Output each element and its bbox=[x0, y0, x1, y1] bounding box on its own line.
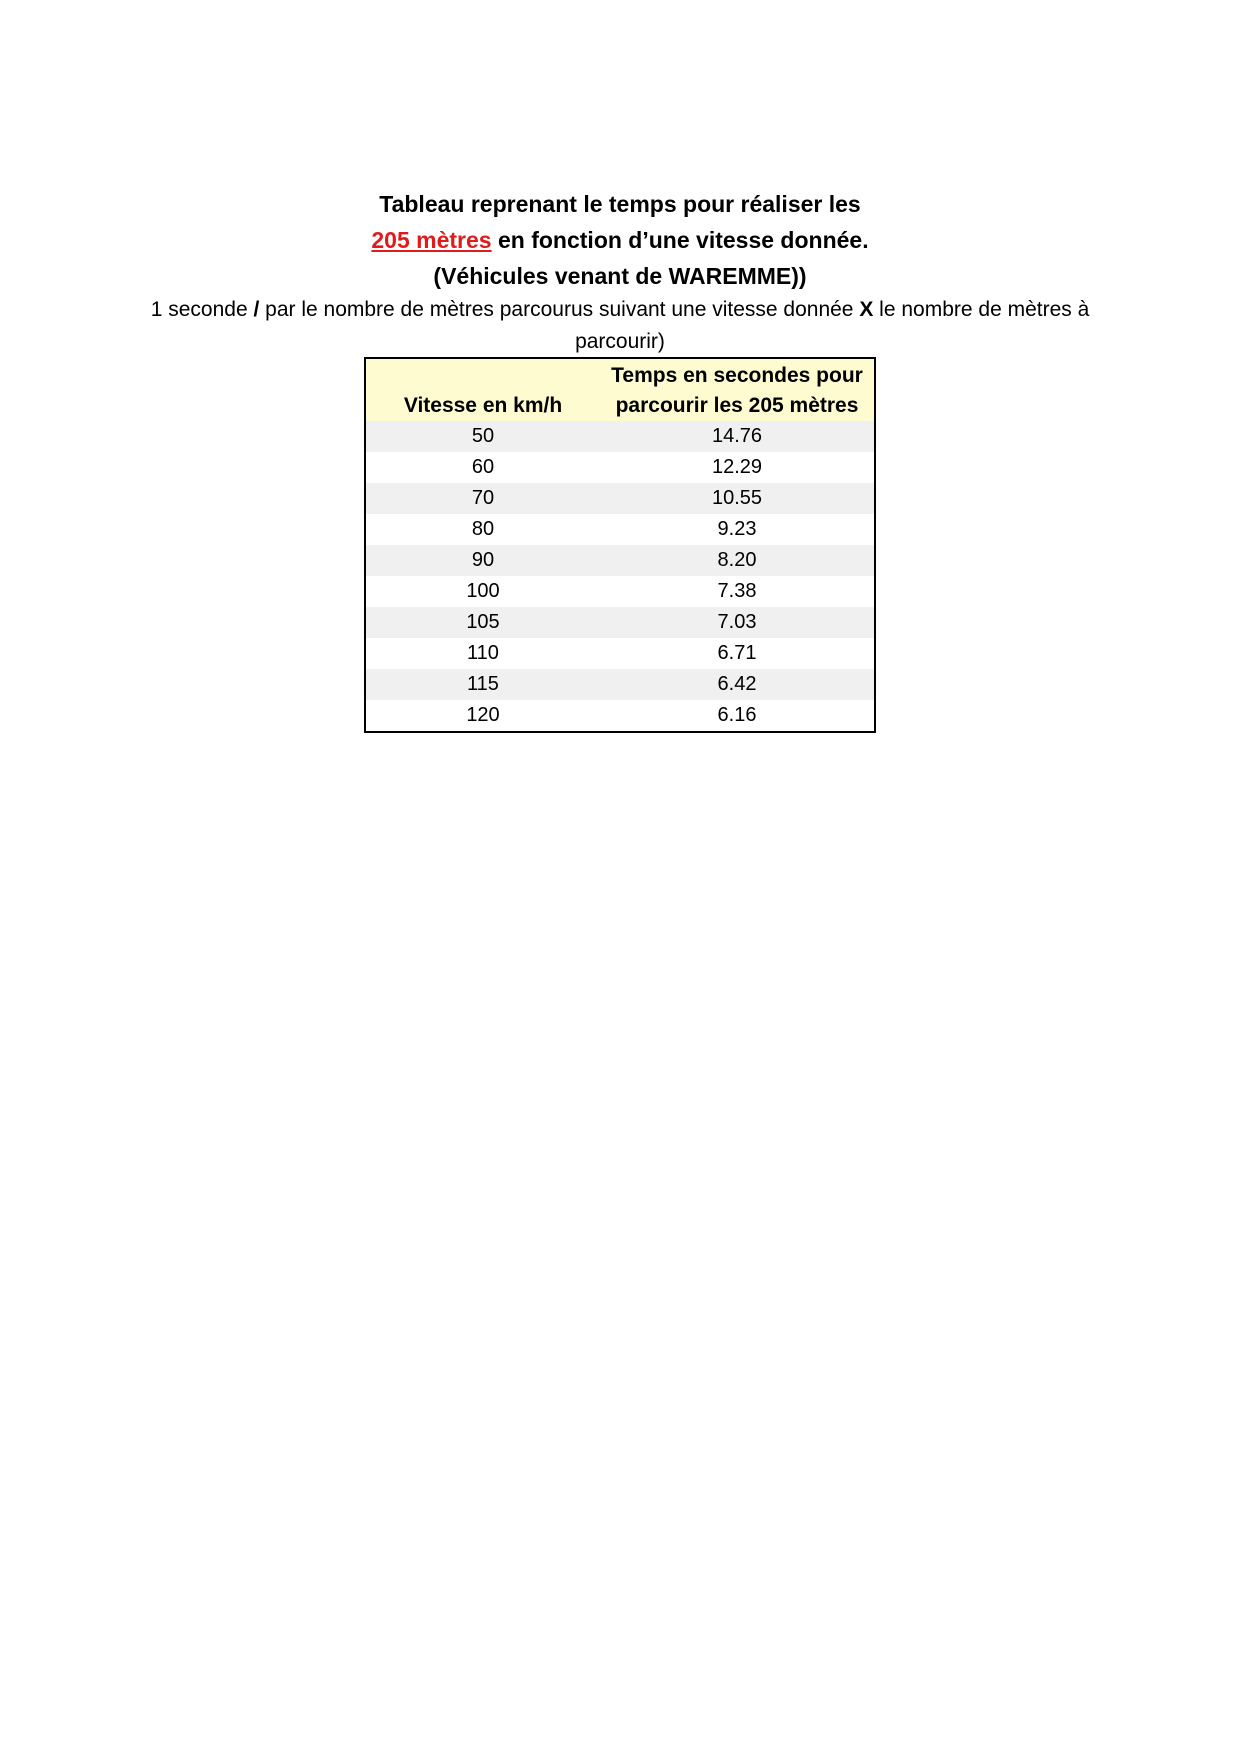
table-row bbox=[365, 545, 875, 576]
cell-speed: 60 bbox=[365, 452, 600, 483]
formula-multiply-operator: X bbox=[859, 298, 874, 321]
table-row bbox=[365, 576, 875, 607]
table-row bbox=[365, 700, 875, 732]
formula-description bbox=[110, 294, 1130, 358]
title-line-2-rest: en fonction d’une vitesse donnée. bbox=[491, 227, 869, 253]
table-row bbox=[365, 421, 875, 452]
cell-speed: 100 bbox=[365, 576, 600, 607]
title-line-2 bbox=[0, 222, 1240, 258]
table-row bbox=[365, 483, 875, 514]
cell-speed: 70 bbox=[365, 483, 600, 514]
table-row bbox=[365, 638, 875, 669]
cell-speed: 110 bbox=[365, 638, 600, 669]
formula-part-2: par le nombre de mètres parcourus suivant une vitesse donnée bbox=[259, 298, 860, 321]
cell-speed: 105 bbox=[365, 607, 600, 638]
table-header-row bbox=[365, 358, 875, 421]
formula-part-3: le nombre de mètres à parcourir) bbox=[575, 298, 1090, 353]
cell-time: 10.55 bbox=[600, 483, 875, 514]
title-line-1: Tableau reprenant le temps pour réaliser les bbox=[379, 191, 861, 217]
cell-speed: 120 bbox=[365, 700, 600, 732]
table-row bbox=[365, 607, 875, 638]
table-row bbox=[365, 514, 875, 545]
title-line-3: (Véhicules venant de WAREMME)) bbox=[433, 263, 807, 289]
cell-time: 8.20 bbox=[600, 545, 875, 576]
cell-speed: 50 bbox=[365, 421, 600, 452]
cell-speed: 115 bbox=[365, 669, 600, 700]
table-row bbox=[365, 669, 875, 700]
speed-time-table bbox=[364, 357, 876, 733]
cell-speed: 90 bbox=[365, 545, 600, 576]
cell-time: 6.71 bbox=[600, 638, 875, 669]
cell-time: 9.23 bbox=[600, 514, 875, 545]
cell-time: 7.38 bbox=[600, 576, 875, 607]
formula-divide-operator: / bbox=[253, 298, 260, 321]
cell-speed: 80 bbox=[365, 514, 600, 545]
table-row bbox=[365, 452, 875, 483]
cell-time: 6.42 bbox=[600, 669, 875, 700]
header-speed: Vitesse en km/h bbox=[365, 358, 600, 421]
header-time: Temps en secondes pour parcourir les 205 mètres bbox=[600, 358, 875, 421]
cell-time: 14.76 bbox=[600, 421, 875, 452]
title-distance-highlight: 205 mètres bbox=[371, 227, 492, 253]
cell-time: 6.16 bbox=[600, 700, 875, 732]
cell-time: 12.29 bbox=[600, 452, 875, 483]
cell-time: 7.03 bbox=[600, 607, 875, 638]
formula-part-1: 1 seconde bbox=[150, 298, 254, 321]
